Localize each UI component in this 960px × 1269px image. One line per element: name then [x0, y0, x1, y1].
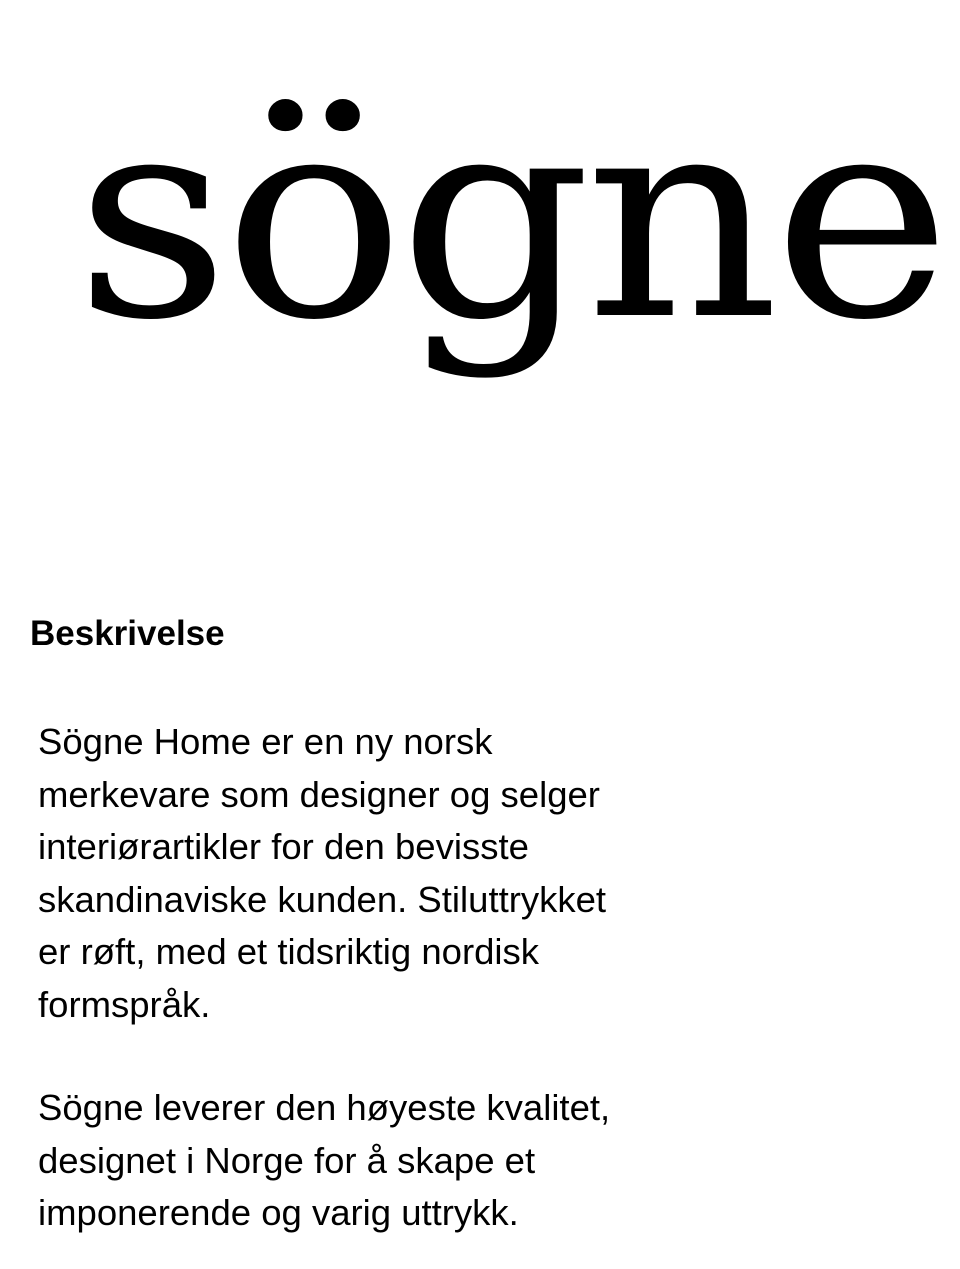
- section-heading: Beskrivelse: [30, 614, 225, 653]
- description-paragraph-2: Sögne leverer den høyeste kvalitet, designet i Norge for å skape et imponerende og varig uttrykk.: [38, 1087, 611, 1233]
- brand-logo: [70, 20, 950, 440]
- brand-wordmark-text: sögne: [75, 53, 945, 382]
- brand-wordmark: [70, 20, 950, 440]
- description-paragraph-1: Sögne Home er en ny norsk merkevare som designer og selger interiørartikler for den bevisste skandinaviske kunden. Stiluttrykket er røft, med et tidsriktig nordisk formspråk.: [38, 721, 607, 1025]
